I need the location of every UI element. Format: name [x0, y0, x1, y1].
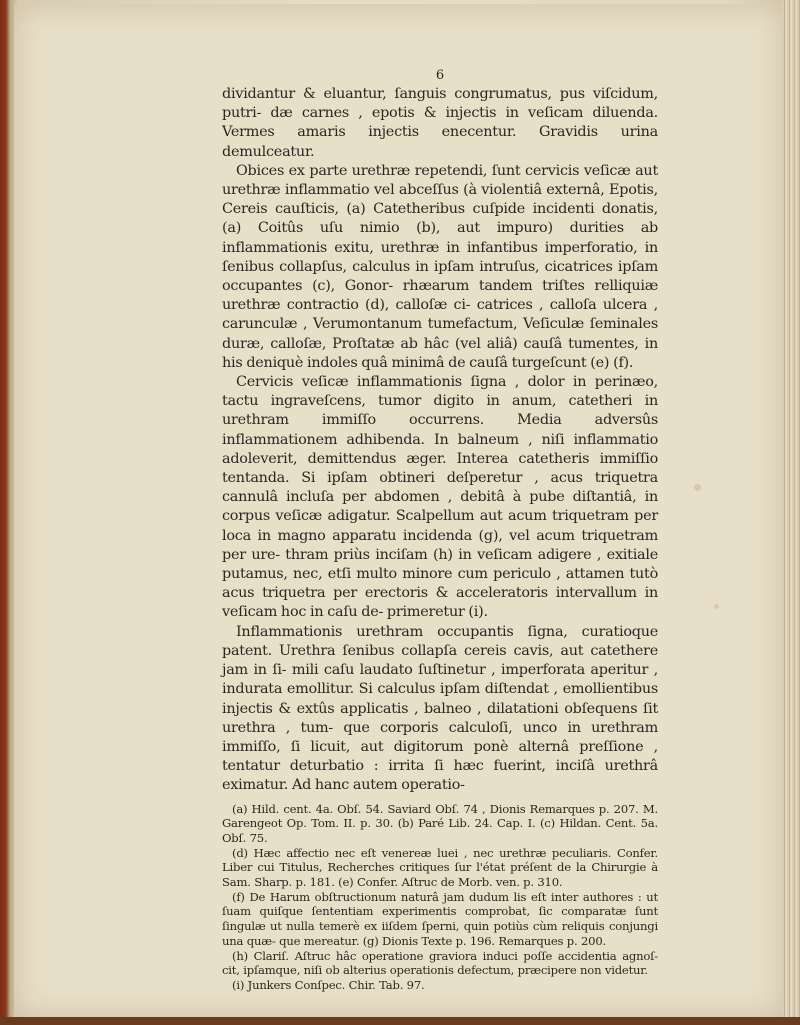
footnote: (a) Hild. cent. 4a. Obſ. 54. Saviard Obſ. 74 , Dionis Remarques p. 207. M. Garengeot Op. Tom. II. p. 30. (b) Paré Lib. 24. Cap. I. (c) Hildan. Cent. 5a. Obſ. 75.: [222, 801, 658, 845]
footnote: (d) Hæc affectio nec eſt venereæ luei , nec urethræ peculiaris. Confer. Liber cui Titulus, Recherches critiques ſur l'état préſent de la Chirurgie à Sam. Sharp. p. 181. (e) Confer. Aſtruc de Morb. ven. p. 310.: [222, 845, 658, 890]
page-edges: [782, 0, 800, 1025]
binding-edge: [0, 1017, 800, 1025]
foxing-spot: [694, 484, 701, 491]
page-text: [222, 68, 658, 993]
paragraph: dividantur & eluantur, ſanguis congrumatus, pus viſcidum, putri- dæ carnes , epotis & injectis in veſicam diluenda. Vermes amaris injectis enecentur. Gravidis urina demulceatur.: [222, 86, 658, 160]
paragraph: Cervicis veſicæ inflammationis ſigna , dolor in perinæo, tactu ingraveſcens, tumor digito in anum, catetheri in urethram immiſſo occurrens. Media adversûs inflammationem adhibenda. In balneum , niſi inflammatio adoleverit, demittendus æger. Interea catetheris immiſſio tentanda. Si ipſam obtineri deſperetur , acus triquetra cannulâ incluſa per abdomen , debitâ à pube diſtantiâ, in corpus veſicæ adigatur. Scalpellum aut acum triquetram per loca in magno apparatu incidenda (g), vel acum triquetram per ure- thram priùs inciſam (h) in veſicam adigere , exitiale putamus, nec, etſi multo minore cum periculo , attamen tutò acus triquetra per erectoris & acceleratoris intervallum in veſicam hoc in caſu de- primeretur (i).: [222, 374, 658, 621]
footnote: (h) Clariſ. Aſtruc hâc operatione graviora induci poſſe accidentia agnoſ- cit, ipſamque, niſi ob alterius operationis defectum, præcipere non videtur.: [222, 948, 658, 978]
page-number: 6: [435, 68, 445, 83]
footnote: (f) De Harum obſtructionum naturâ jam dudum lis eſt inter authores : ut ſuam quiſque ſententiam experimentis comprobat, ſic comparatæ ſunt ſingulæ ut nulla temerè ex iiſdem ſperni, quin potiùs cùm reliquis conjungi una quæ- que mereatur. (g) Dionis Texte p. 196. Remarques p. 200.: [222, 889, 658, 948]
paragraph: Obices ex parte urethræ repetendi, ſunt cervicis veſicæ aut urethræ inflammatio vel abceſſus (à violentiâ externâ, Epotis, Cereis cauſticis, (a) Catetheribus cuſpide incidenti donatis, (a) Coitûs uſu nimio (b), aut impuro) durities ab inflammationis exitu, urethræ in infantibus imperforatio, in ſenibus collapſus, calculus in ipſam intruſus, cicatrices ipſam occupantes (c), Gonor- rhæarum tandem triſtes relliquiæ urethræ contractio (d), calloſæ ci- catrices , calloſa ulcera , carunculæ , Verumontanum tumefactum, Veſiculæ ſeminales duræ, calloſæ, Proſtatæ ab hâc (vel aliâ) cauſâ tumentes, in his deniquè indoles quâ minimâ de cauſâ turgeſcunt (e) (f).: [222, 162, 658, 371]
body-text: [222, 85, 658, 796]
paragraph: Inflammationis urethram occupantis ſigna, curatioque patent. Urethra ſenibus collapſa cereis cavis, aut catethere jam in ſi- mili caſu laudato ſuſtinetur , imperforata aperitur , indurata emollitur. Si calculus ipſam diſtendat , emollientibus injectis & extûs applicatis , balneo , dilatationi obſequens ſit urethra , tum- que corporis calculoſi, unco in urethram immiſſo, ſi licuit, aut digitorum ponè alternâ preſſione , tentatur deturbatio : irrita ſi hæc fuerint, inciſâ urethrâ eximatur. Ad hanc autem operatio-: [222, 623, 658, 794]
footnotes: [222, 802, 658, 993]
foxing-spot: [714, 604, 719, 609]
footnote: (i) Junkers Conſpec. Chir. Tab. 97.: [232, 977, 425, 992]
